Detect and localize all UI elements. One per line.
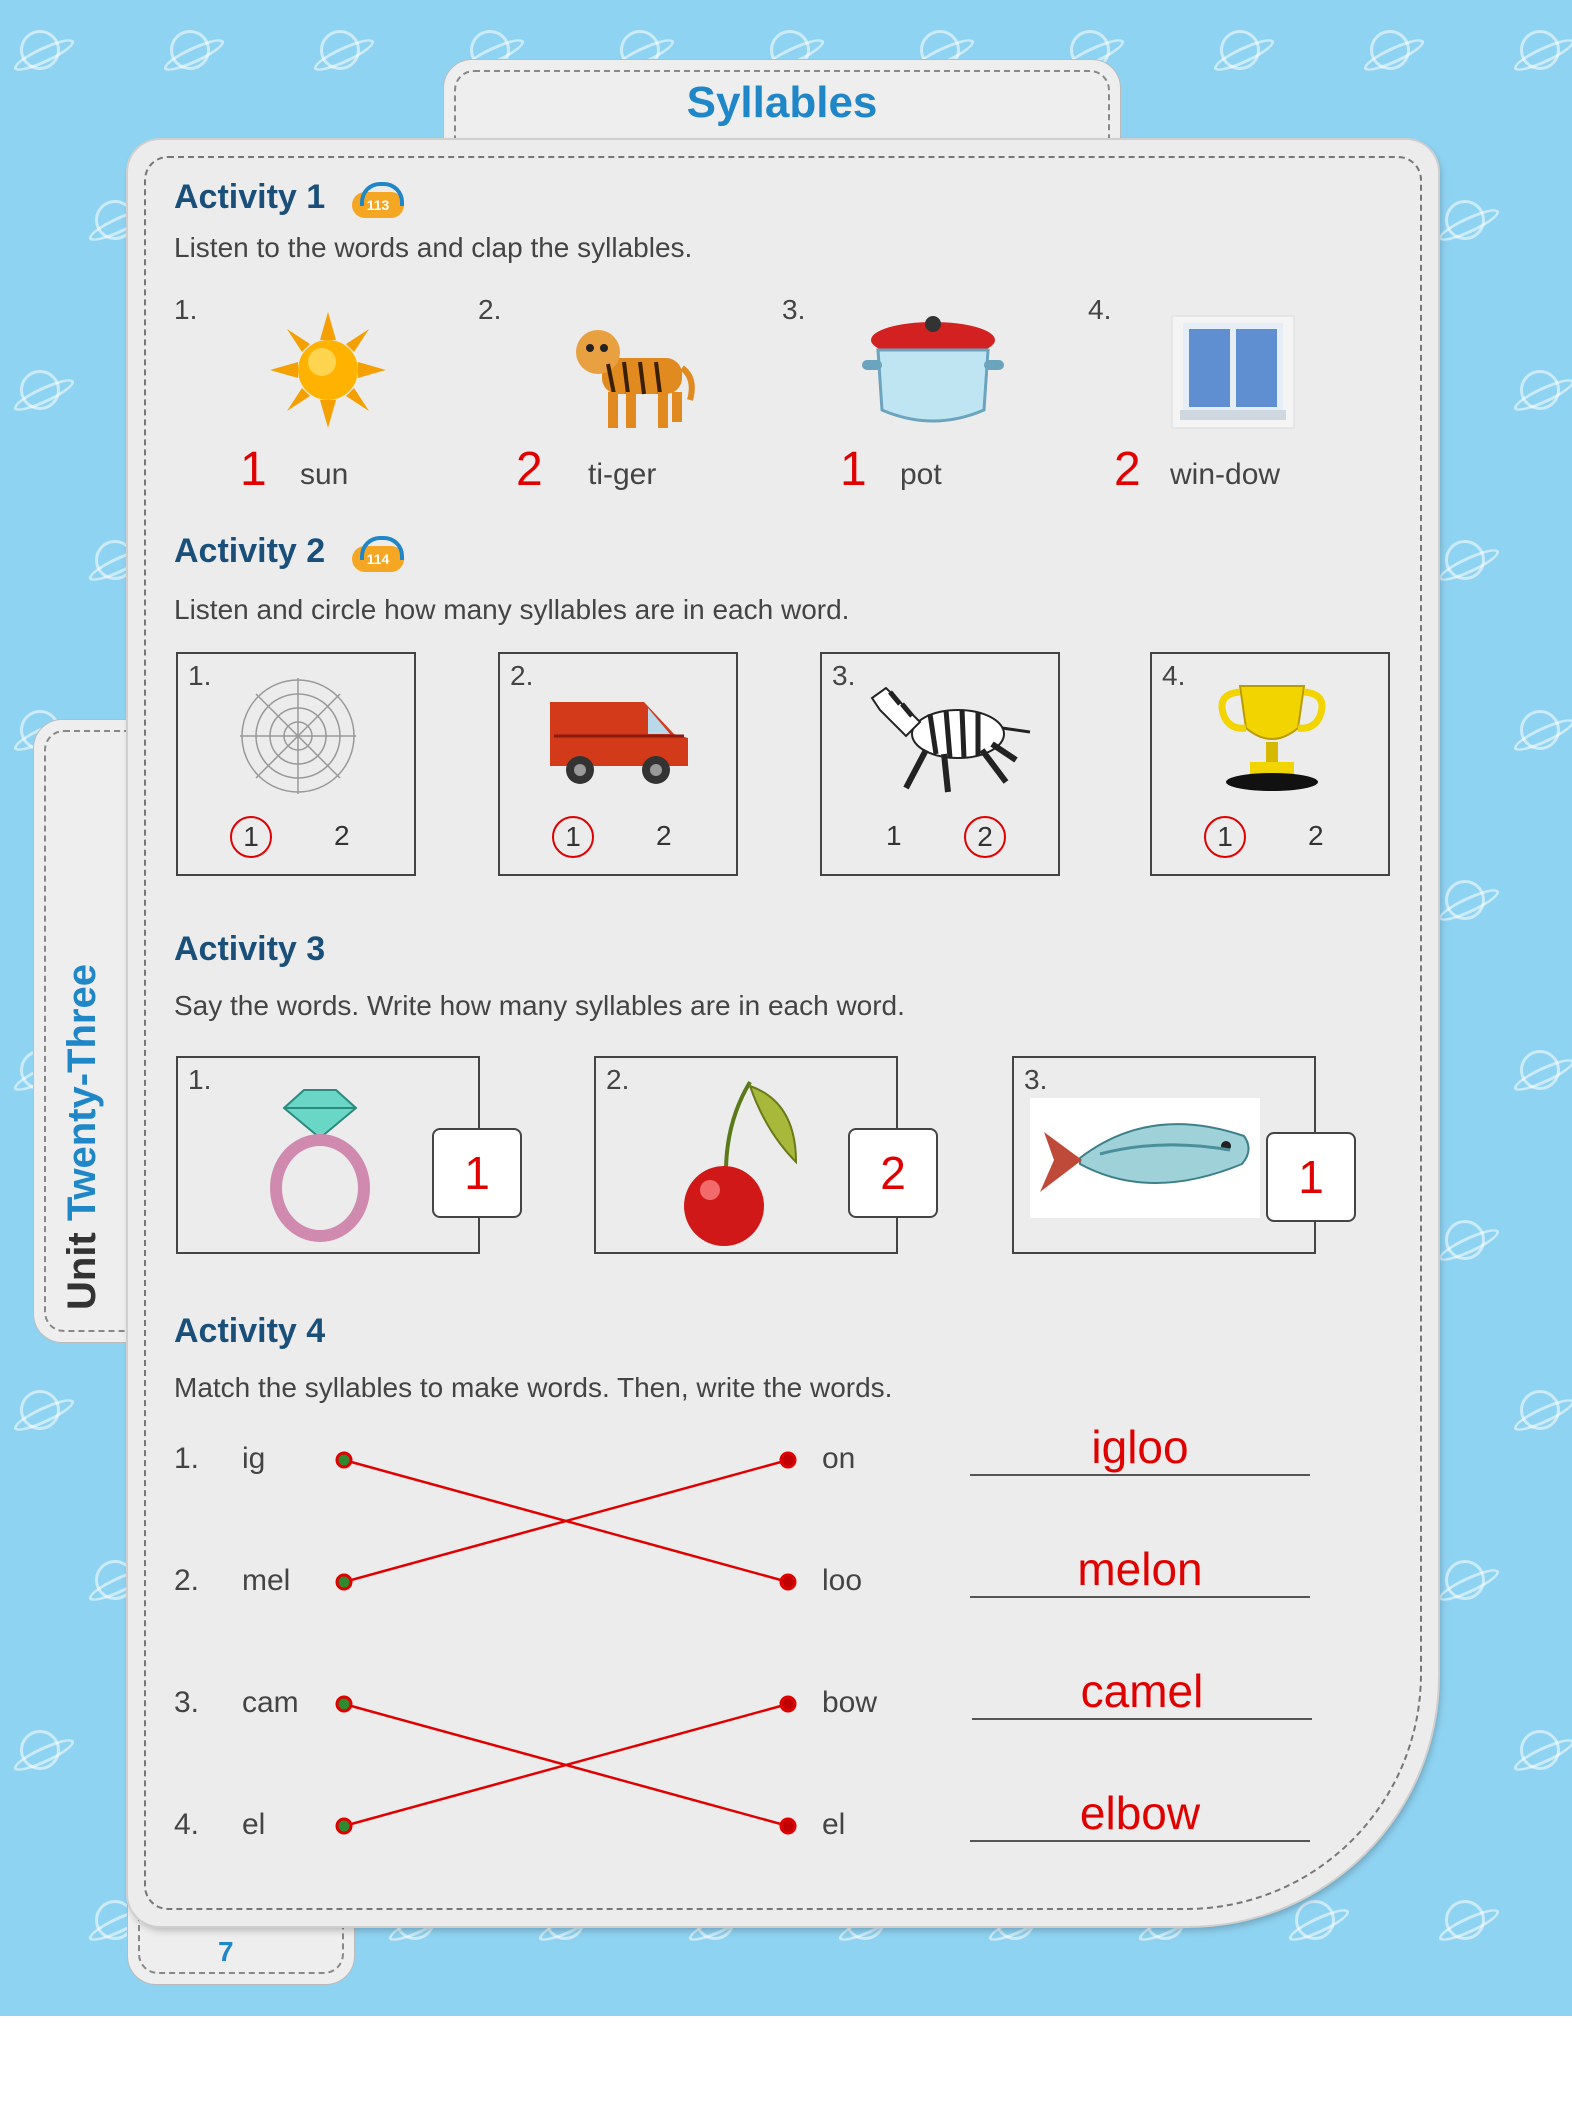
activity1-answer: 2	[516, 443, 543, 496]
activity3-answer-box[interactable]: 1	[432, 1128, 522, 1218]
activity4-heading: Activity 4	[174, 1312, 326, 1350]
answer-line[interactable]	[970, 1538, 1310, 1598]
activity2-box-1: 1. 1 2	[176, 652, 416, 876]
activity1-word: ti-ger	[588, 458, 657, 491]
unit-label: Unit Twenty-Three	[60, 964, 104, 1310]
activity2-box-2: 2. 1 2	[498, 652, 738, 876]
activity4-row-number: 1.	[174, 1442, 200, 1475]
activity2-heading: Activity 2	[174, 532, 326, 570]
option-circled[interactable]: 1	[552, 816, 594, 858]
option[interactable]: 2	[1308, 820, 1324, 851]
activity4-row-number: 3.	[174, 1686, 200, 1719]
planet-icon	[1445, 880, 1485, 920]
planet-icon	[1520, 710, 1560, 750]
option-circled[interactable]: 2	[964, 816, 1006, 858]
answer-line[interactable]	[970, 1416, 1310, 1476]
activity1-answer: 1	[840, 443, 867, 496]
activity1-answer: 1	[240, 443, 267, 496]
planet-icon	[20, 1390, 60, 1430]
right-syllable[interactable]: loo	[822, 1564, 863, 1597]
activity1-heading: Activity 1	[174, 178, 326, 216]
activity2-box-3: 3. 1 2	[820, 652, 1060, 876]
activity1-item-number: 2.	[478, 294, 502, 325]
planet-icon	[1445, 1900, 1485, 1940]
planet-icon	[1445, 1220, 1485, 1260]
activity3-answer-box[interactable]: 1	[1266, 1132, 1356, 1222]
activity3-instruction: Say the words. Write how many syllables are in each word.	[174, 990, 905, 1021]
activity2-box-4: 4. 1 2	[1150, 652, 1390, 876]
page-number: 7	[218, 1936, 234, 1967]
written-answer: melon	[1077, 1543, 1203, 1595]
planet-icon	[1445, 200, 1485, 240]
activity4-row-number: 2.	[174, 1564, 200, 1597]
activity4-instruction: Match the syllables to make words. Then, write the words.	[174, 1372, 893, 1403]
audio-track-113-icon[interactable]: 113	[352, 192, 404, 218]
answer-line[interactable]	[972, 1660, 1312, 1720]
planet-icon	[20, 370, 60, 410]
activity1-item-number: 4.	[1088, 294, 1112, 325]
planet-icon	[1220, 30, 1260, 70]
worksheet-card	[128, 140, 1438, 1926]
planet-icon	[20, 1730, 60, 1770]
answer-line[interactable]	[970, 1782, 1310, 1842]
left-syllable[interactable]: ig	[242, 1442, 266, 1475]
left-syllable[interactable]: el	[242, 1808, 266, 1841]
activity3-box-2: 2.	[594, 1056, 898, 1254]
option[interactable]: 2	[334, 820, 350, 851]
right-syllable[interactable]: on	[822, 1442, 856, 1475]
page-title: Syllables	[686, 78, 878, 127]
activity1-answer: 2	[1114, 443, 1141, 496]
planet-icon	[1520, 1730, 1560, 1770]
option[interactable]: 1	[886, 820, 902, 851]
written-answer: igloo	[1091, 1421, 1189, 1473]
planet-icon	[1370, 30, 1410, 70]
activity1-word: pot	[900, 458, 942, 491]
activity1-instruction: Listen to the words and clap the syllables.	[174, 232, 693, 263]
activity1-item-number: 3.	[782, 294, 806, 325]
planet-icon	[1445, 540, 1485, 580]
activity1-word: sun	[300, 458, 349, 491]
option[interactable]: 2	[656, 820, 672, 851]
right-syllable[interactable]: el	[822, 1808, 846, 1841]
planet-icon	[1445, 1560, 1485, 1600]
activity2-instruction: Listen and circle how many syllables are in each word.	[174, 594, 850, 625]
planet-icon	[1520, 30, 1560, 70]
activity1-word: win-dow	[1170, 458, 1281, 491]
option-circled[interactable]: 1	[230, 816, 272, 858]
activity3-answer-box[interactable]: 2	[848, 1128, 938, 1218]
planet-icon	[1520, 1050, 1560, 1090]
planet-icon	[170, 30, 210, 70]
written-answer: elbow	[1079, 1787, 1201, 1839]
planet-icon	[320, 30, 360, 70]
planet-icon	[1520, 1390, 1560, 1430]
planet-icon	[20, 30, 60, 70]
left-syllable[interactable]: cam	[242, 1686, 299, 1719]
activity3-box-1: 1.	[176, 1056, 480, 1254]
written-answer: camel	[1080, 1665, 1204, 1717]
matching-lines	[128, 140, 1438, 1926]
activity4-row-number: 4.	[174, 1808, 200, 1841]
audio-track-114-icon[interactable]: 114	[352, 546, 404, 572]
right-syllable[interactable]: bow	[822, 1686, 878, 1719]
planet-icon	[1520, 370, 1560, 410]
left-syllable[interactable]: mel	[242, 1564, 291, 1597]
option-circled[interactable]: 1	[1204, 816, 1246, 858]
activity3-heading: Activity 3	[174, 930, 326, 968]
activity1-item-number: 1.	[174, 294, 198, 325]
activity3-box-3: 3.	[1012, 1056, 1316, 1254]
